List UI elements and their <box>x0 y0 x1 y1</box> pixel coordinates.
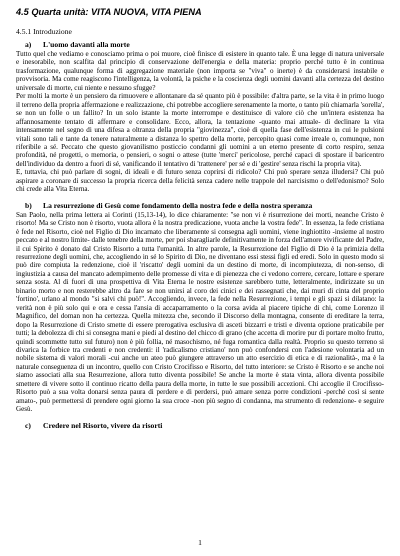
section-a-paragraph-3: E, tuttavia, chi può parlare di sogni, di ideali e di futuro senza coprirsi di ridicolo? Chi può sperare senza illudersi? Chi può aspirare a coronare di successo la propria ricerca della felicità senza cadere nelle trappole del narcisismo o dell'edonismo? Solo chi crede alla Vita Eterna. <box>16 168 384 194</box>
section-b-title: La resurrezione di Gesù come fondamento della nostra fede e della nostra speranza <box>43 200 313 210</box>
section-a-paragraph-1: Tutto quel che vediamo e conosciamo prima o poi muore, cioè finisce di esistere in quanto tale. È una legge di natura universale e inesorabile, non scalfita dal principio di conservazione dell'energia e della materia: proprio perché tutto è in continua trasformazione, qualunque forma di aggregazione materiale (non importa se "viva" o inerte) è da considerarsi instabile e provvisoria. Ma come reagiscono l'intelligenza, la volontà, la psiche e la coscienza degli uomini davanti alla certezza del destino universale di morte, cui niente e nessuno sfugge? <box>16 50 384 92</box>
section-c-heading <box>16 421 384 431</box>
section-c-label: c) <box>25 420 31 430</box>
document-page <box>16 6 384 431</box>
section-a-title: L'uomo davanti alla morte <box>43 40 130 49</box>
section-a-label: a) <box>25 40 32 49</box>
section-b-heading <box>16 201 384 211</box>
section-a-paragraph-2: Per molti la morte è un pensiero da rimuovere e allontanare da sé quanto più è possibile: d'altra parte, se la vita è in primo luogo il terreno della propria affermazione e realizzazione, chi potrebbe accogliere serenamente la morte, o tanto più chiamarla 'sorella', se non un folle o un fallito? In un solo istante la morte interrompe e destituisce di valore ciò che un'intera esistenza ha affannosamente tentato di affermare e consolidare. Ecco, allora, la tentazione -quanto mai attuale- di declinare la vita intensamente nel segno di una difesa a oltranza della propria "giovinezza", cioè di quella fase dell'esistenza in cui le pulsioni vitali sono tali e tante da tenere naturalmente a distanza lo spettro della morte, percepito quasi come irreale o, comunque, non riferibile a sé. Peccato che questo giovanilismo posticcio condanni gli uomini a un eterno presente di corto respiro, senza profondità, né progetti, o memoria, o pensieri, o sogni o attese (tutte 'merci' pericolose, perché capaci di spostare il baricentro dell'individuo da dentro a fuori di sé, vanificando il tentativo di 'trattenere' per sé e di 'gestire' senza rischi la propria vita). <box>16 92 384 168</box>
section-b-paragraph-1: San Paolo, nella prima lettera ai Corinti (15,13-14), lo dice chiaramente: "se non vi è risurrezione dei morti, neanche Cristo è risorto! Ma se Cristo non è risorto, vuota allora è la nostra predicazione, vuota anche la vostra fede". In essenza, la fede cristiana è fede nel Risorto, cioè nel Figlio di Dio incarnato che liberamente si consegna agli uomini, viene inghiottito -insieme al nostro peccato e al nostro limite- dalle tenebre della morte, per poi sbaragliarle definitivamente in forza dell'amore vivificante del Padre, il cui Spirito è donato dal Cristo Risorto a tutta l'umanità. In altre parole, la Resurrezione del Figlio di Dio è la primizia della resurrezione degli uomini, che, accogliendo in sé lo Spirito di Dio, ne diventano essi stessi figli ed eredi. Solo in questo modo si può dire compiuta la redenzione, cioè il 'riscatto' degli uomini da un destino di morte, di incompiutezza, di non-senso, di ingiustizia a causa del mancato adempimento delle promesse di vita e di pienezza che ci vedono correre, cercare, lottare e sperare senza sosta. Al di fuori di una prospettiva di Vita Eterna le nostre esistenze sarebbero tutte, letteralmente, indirizzate su un binario morto e non resterebbe altro da fare se non unirsi al coro dei cinici e dei rassegnati che, dai muri di cinta del proprio 'fortino', urlano al mondo "si salvi chi può!". Accogliendo, invece, la fede nella Resurrezione, i tempi e gli spazi si dilatano: la verità non è più solo qui e ora e cessa l'ansia di accaparramento o la corsa avida al piacere tipiche di chi, come Lorenzo il Magnifico, del doman non ha certezza. Quella mitezza che, secondo il Discorso della montagna, consente di ereditare la terra, dopo la Resurrezione di Cristo smette di essere prerogativa esclusiva di asceti bizzarri e tristi e diventa opzione praticabile per tutti; la debolezza di chi si consegna mani e piedi al destino del chicco di grano (che accetta di morire pur di portare molto frutto, quindi scommette tutto sul futuro) non è più follia, né masochismo, né fuga romantica dalla realtà. Proprio su questo terreno si divarica la forbice tra credenti e non credenti: il 'radicalismo cristiano' non può confondersi con l'adesione volontaria ad un nobile sistema di valori morali -cui anche un ateo può giungere attraverso un atto esercizio di etica e di razionalità-, ma è la naturale conseguenza di un incontro, quello con Cristo Crocifisso e Risorto, del tutto interiore: se Cristo è Risorto e se anche noi siamo associati alla sua Resurrezione, allora tutto diventa possibile! Se anche la morte è stata vinta, allora diventa possibile smettere di vivere sotto il continuo ricatto della paura della morte, in tutte le sue possibili accezioni. Chi accoglie il Crocifisso-Risorto può a sua volta donarsi senza paura di perdere e di perdersi, può amare senza porre condizioni -perché così si sente amato-, può permettersi di prendere ogni giorno la sua croce -non più segno di condanna, ma strumento di redenzione- e seguire Gesù. <box>16 210 384 414</box>
subsection-heading: 4.5.1 Introduzione <box>16 27 72 36</box>
page-number: 1 <box>198 538 202 547</box>
section-c-title: Credere nel Risorto, vivere da risorti <box>43 420 163 430</box>
section-a-heading <box>16 40 384 50</box>
page-title: 4.5 Quarta unità: VITA NUOVA, VITA PIENA <box>16 7 202 17</box>
section-b-label: b) <box>25 200 32 210</box>
